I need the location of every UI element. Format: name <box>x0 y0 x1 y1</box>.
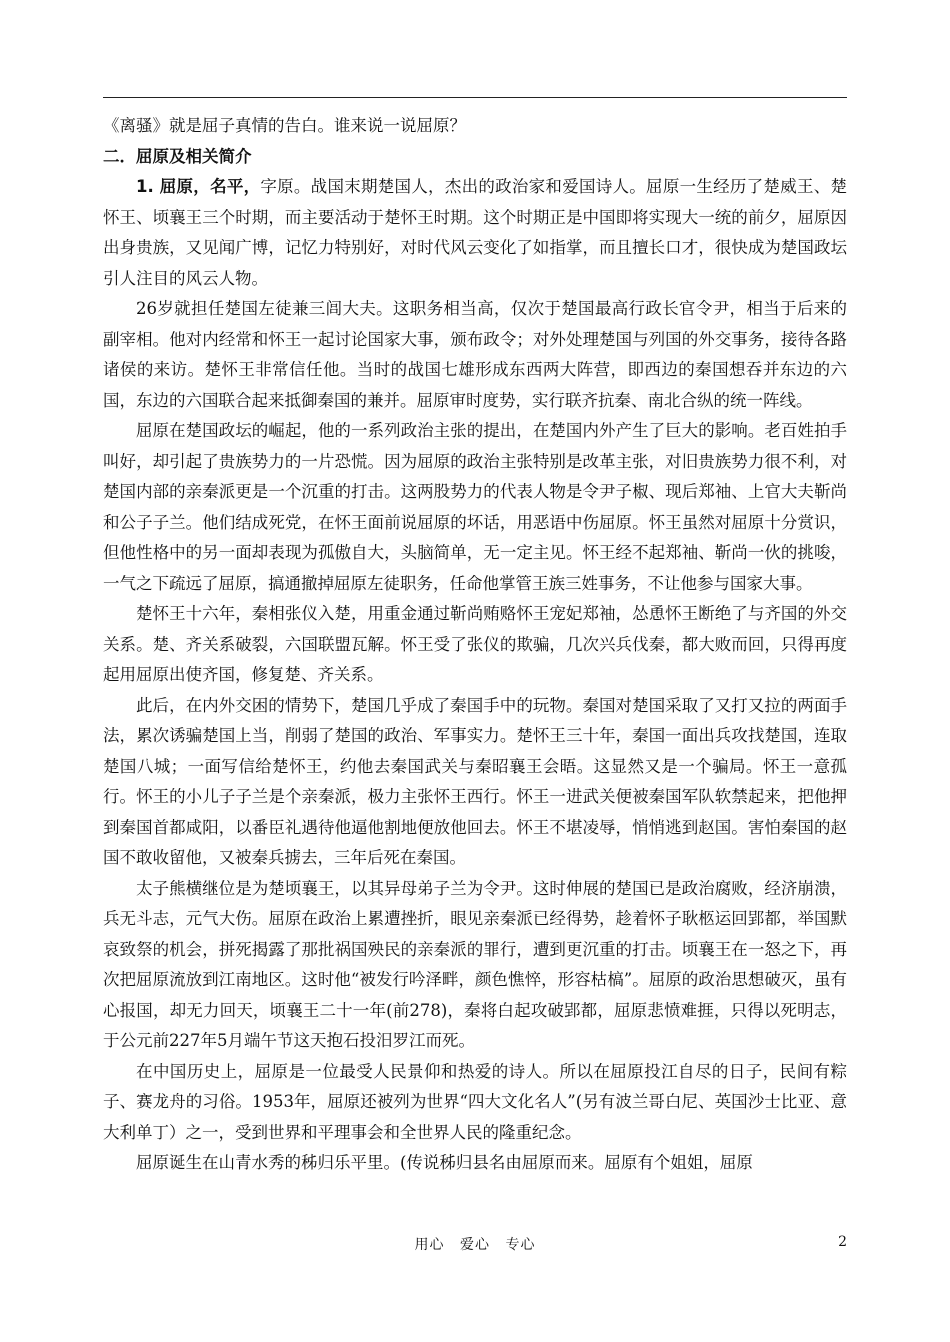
paragraph-8: 屈原诞生在山青水秀的秭归乐平里。(传说秭归县名由屈原而来。屈原有个姐姐，屈原 <box>136 1153 753 1172</box>
page-footer <box>0 1234 950 1258</box>
page-number: 2 <box>838 1234 847 1250</box>
section-heading: 二．屈原及相关简介 <box>103 146 252 166</box>
paragraph-6: 太子熊横继位是为楚顷襄王，以其异母弟子兰为令尹。这时伸展的楚国已是政治腐败，经济崩溃，兵无斗志，元气大伤。屈原在政治上累遭挫折，眼见亲秦派已经得势，趁着怀子耿柩运回郢都，举国默哀致祭的机会，拼死揭露了那批祸国殃民的亲秦派的罪行，遭到更沉重的打击。顷襄王在一怒之下，再次把屈原流放到江南地区。这时他“被发行吟泽畔，颜色憔悴，形容枯槁”。屈原的政治思想破灭，虽有心报国，却无力回天，顷襄王二十一年(前278)，秦将白起攻破郢都，屈原悲愤难捱，只得以死明志，于公元前227年5月端午节这天抱石投汨罗江而死。 <box>103 878 847 1050</box>
paragraph-5: 此后，在内外交困的情势下，楚国几乎成了秦国手中的玩物。秦国对楚国采取了又打又拉的两面手法，累次诱骗楚国上当，削弱了楚国的政治、军事实力。楚怀王三十年，秦国一面出兵攻找楚国，连取楚国八城；一面写信给楚怀王，约他去秦国武关与秦昭襄王会晤。这显然又是一个骗局。怀王一意孤行。怀王的小儿子子兰是个亲秦派，极力主张怀王西行。怀王一进武关便被秦国军队软禁起来，把他押到秦国首都咸阳，以番臣礼遇待他逼他割地便放他回去。怀王不堪凌辱，悄悄逃到赵国。害怕秦国的赵国不敢收留他，又被秦兵掳去，三年后死在秦国。 <box>103 695 847 867</box>
intro-line: 《离骚》就是屈子真情的告白。谁来说一说屈原？ <box>103 116 466 135</box>
page-body <box>103 111 847 1179</box>
header-rule <box>103 97 847 98</box>
paragraph-2: 26岁就担任楚国左徒兼三闾大夫。这职务相当高，仅次于楚国最高行政长官令尹，相当于后来的副宰相。他对内经常和怀王一起讨论国家大事，颁布政令；对外处理楚国与列国的外交事务，接待各路诸侯的来访。楚怀王非常信任他。当时的战国七雄形成东西两大阵营，即西边的秦国想吞并东边的六国，东边的六国联合起来抵御秦国的兼并。屈原审时度势，实行联齐抗秦、南北合纵的统一阵线。 <box>103 299 847 410</box>
lead-bold-text: 1. 屈原，名平， <box>136 177 261 196</box>
footer-motto: 用心 爱心 专心 <box>414 1237 536 1253</box>
paragraph-7: 在中国历史上，屈原是一位最受人民景仰和热爱的诗人。所以在屈原投江自尽的日子，民间有粽子、赛龙舟的习俗。1953年，屈原还被列为世界“四大文化名人”(另有波兰哥白尼、英国沙士比亚、意大利单丁）之一，受到世界和平理事会和全世界人民的隆重纪念。 <box>103 1061 847 1142</box>
paragraph-3: 屈原在楚国政坛的崛起，他的一系列政治主张的提出，在楚国内外产生了巨大的影响。老百姓拍手叫好，却引起了贵族势力的一片恐慌。因为屈原的政治主张特别是改革主张，对旧贵族势力很不利，对楚国内部的亲秦派更是一个沉重的打击。这两股势力的代表人物是令尹子椒、现后郑袖、上官大夫靳尚和公子子兰。他们结成死党，在怀王面前说屈原的坏话，用恶语中伤屈原。怀王虽然对屈原十分赏识，但他性格中的另一面却表现为孤傲自大，头脑简单，无一定主见。怀王经不起郑袖、靳尚一伙的挑唆，一气之下疏远了屈原，搞通撤掉屈原左徒职务，任命他掌管王族三姓事务，不让他参与国家大事。 <box>103 421 847 593</box>
paragraph-1-text: 字原。战国末期楚国人，杰出的政治家和爱国诗人。屈原一生经历了楚威王、楚怀王、顷襄王三个时期，而主要活动于楚怀王时期。这个时期正是中国即将实现大一统的前夕，屈原因出身贵族，又见闻广博，记忆力特别好，对时代风云变化了如指掌，而且擅长口才，很快成为楚国政坛引人注目的风云人物。 <box>103 177 847 288</box>
paragraph-4: 楚怀王十六年，秦相张仪入楚，用重金通过靳尚贿赂怀王宠妃郑袖，怂恿怀王断绝了与齐国的外交关系。楚、齐关系破裂，六国联盟瓦解。怀王受了张仪的欺骗，几次兴兵伐秦，都大败而回，只得再度起用屈原出使齐国，修复楚、齐关系。 <box>103 604 847 684</box>
paragraph-1 <box>103 172 847 294</box>
